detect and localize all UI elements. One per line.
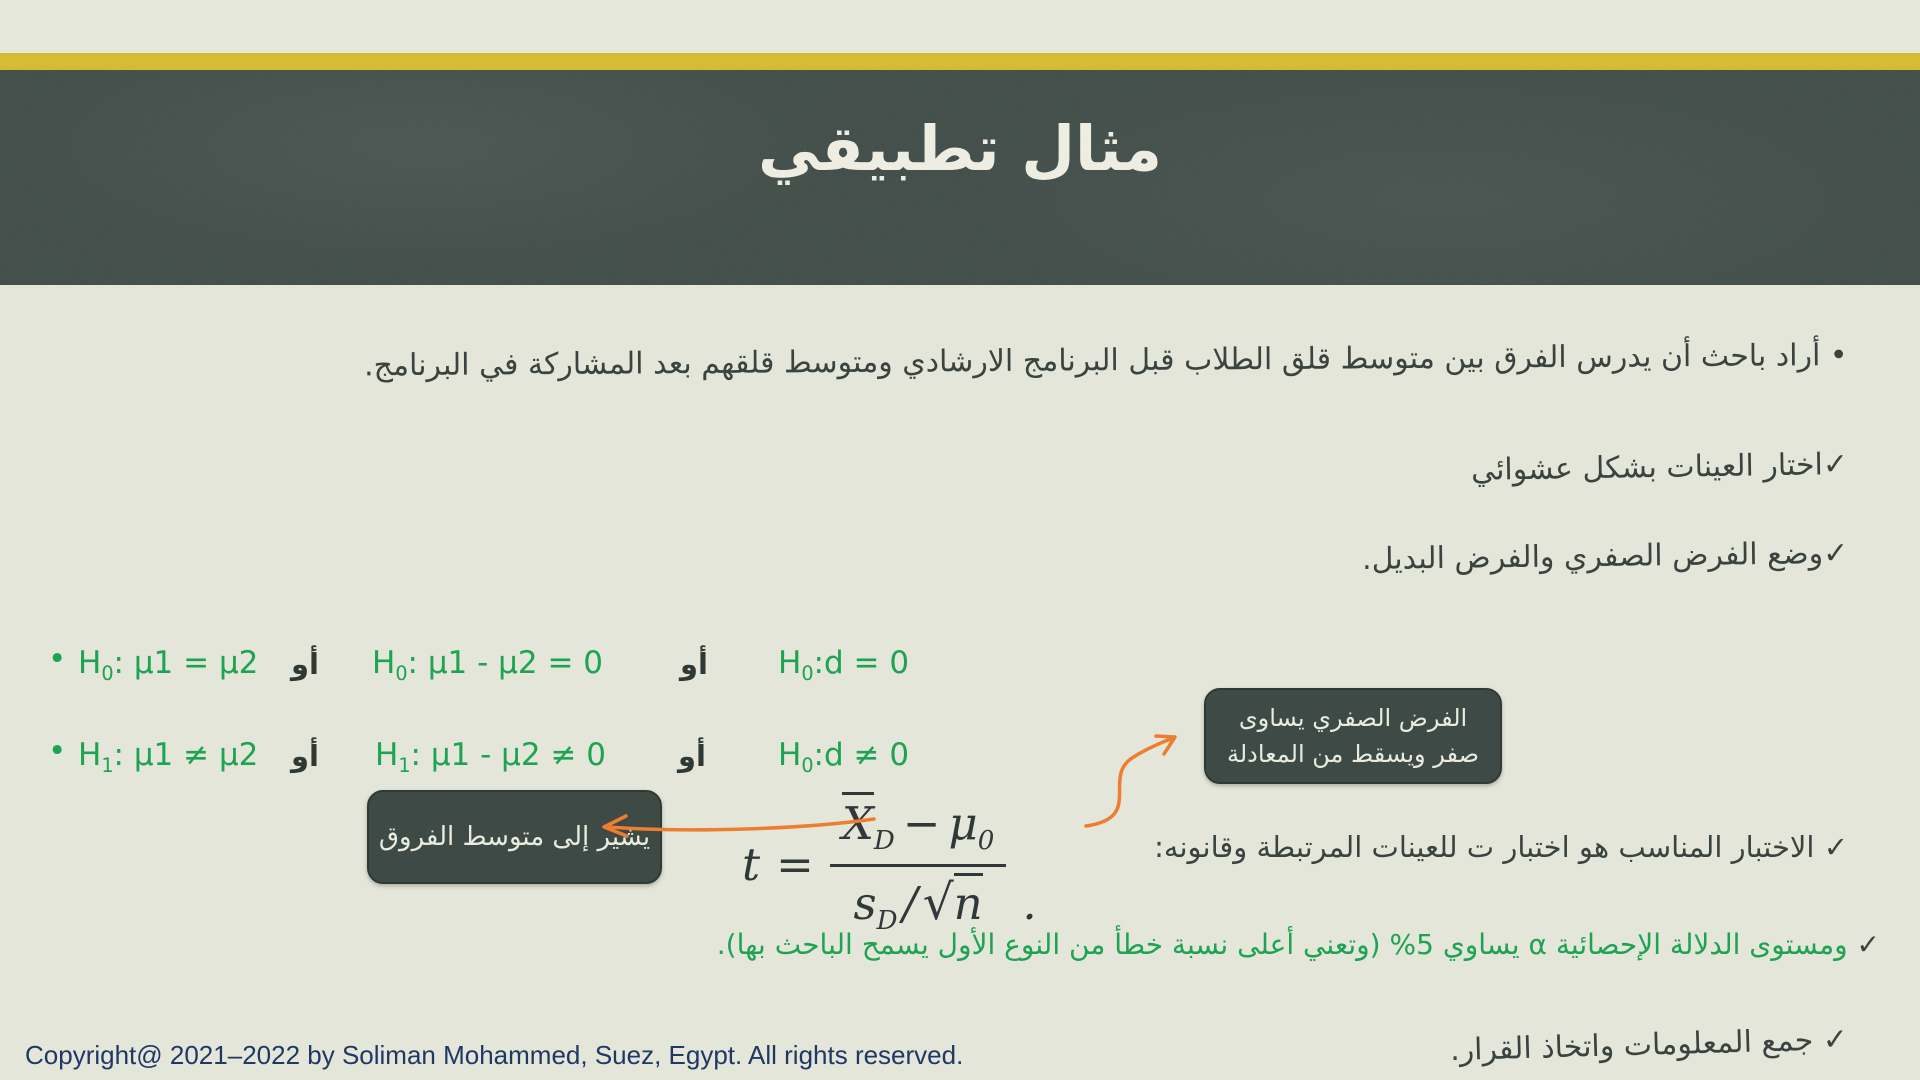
x-subscript: D	[873, 826, 895, 856]
hyp-expression: : μ1 - μ2 ≠ 0	[410, 737, 607, 773]
gold-accent-bar	[0, 53, 1920, 70]
check-random-sampling: ✓اختار العينات بشكل عشوائي	[1470, 447, 1849, 488]
n-symbol: n	[954, 873, 983, 930]
hyp-subscript: 0	[801, 662, 814, 686]
t-test-formula	[742, 792, 1037, 936]
slash: /	[902, 877, 918, 930]
alpha-significance-line	[717, 928, 1880, 961]
hyp-subscript: 0	[101, 662, 114, 686]
bullet-marker: •	[48, 641, 67, 677]
h1-form-difference	[375, 737, 606, 777]
h0-form-d	[778, 645, 909, 685]
hyp-expression: : μ1 ≠ μ2	[113, 737, 259, 773]
check-set-hypotheses: ✓وضع الفرض الصفري والفرض البديل.	[1361, 536, 1849, 577]
hyp-expression: : μ1 = μ2	[113, 645, 259, 681]
minus-sign: −	[902, 797, 941, 850]
callout-mean-difference	[367, 790, 662, 884]
callout-line: صفر ويسقط من المعادلة	[1227, 740, 1479, 768]
formula-period: .	[1022, 877, 1037, 930]
hyp-expression: : μ1 - μ2 = 0	[407, 645, 604, 681]
hyp-subscript: 0	[395, 662, 408, 686]
or-word: أو	[678, 739, 706, 773]
mu-subscript: 0	[977, 826, 995, 856]
hyp-base: H	[778, 737, 802, 773]
check-test-choice: ✓ الاختبار المناسب هو اختبار ت للعينات المرتبطة وقانونه:	[1154, 830, 1848, 864]
radical-sign: √	[922, 875, 954, 931]
h1-form-means	[78, 737, 258, 777]
hyp-subscript: 1	[101, 754, 114, 778]
slide-title: مثال تطبيقي	[758, 112, 1162, 185]
callout-null-hypothesis	[1204, 688, 1502, 784]
x-bar: X	[842, 792, 874, 850]
mu-symbol: μ	[948, 797, 978, 850]
intro-bullet: • أراد باحث أن يدرس الفرق بين متوسط قلق الطلاب قبل البرنامج الارشادي ومتوسط قلقهم بعد المشاركة في البرنامج.	[364, 338, 1849, 384]
top-strip	[0, 0, 1920, 53]
null-hypothesis-row	[0, 641, 980, 697]
curved-arrow-icon	[1080, 724, 1206, 832]
s-symbol: s	[853, 877, 877, 930]
hyp-base: H	[778, 645, 802, 681]
formula-fraction	[830, 792, 1007, 936]
bullet-marker: •	[48, 733, 67, 769]
formula-denominator	[854, 867, 983, 936]
or-word: أو	[291, 739, 319, 773]
alpha-text: ومستوى الدلالة الإحصائية α يساوي 5% (وتعني أعلى نسبة خطأ من النوع الأول يسمح الباحث بها).	[716, 928, 1848, 961]
check-decision: ✓ جمع المعلومات واتخاذ القرار.	[1449, 1022, 1849, 1069]
h1-form-d	[778, 737, 909, 777]
alternative-hypothesis-row	[0, 733, 980, 789]
hyp-expression: :d ≠ 0	[813, 737, 910, 773]
h0-form-difference	[372, 645, 603, 685]
callout-line: الفرض الصفري يساوى	[1238, 704, 1468, 732]
hyp-subscript: 0	[801, 754, 814, 778]
callout-line: يشير إلى متوسط الفروق	[378, 822, 651, 852]
h0-form-means	[78, 645, 258, 685]
hyp-expression: :d = 0	[813, 645, 910, 681]
or-word: أو	[291, 647, 319, 681]
checkmark-icon: ✓	[1847, 928, 1880, 961]
hyp-base: H	[78, 645, 102, 681]
formula-lhs: t	[742, 837, 761, 891]
s-subscript: D	[876, 906, 898, 936]
hyp-base: H	[375, 737, 399, 773]
hyp-base: H	[372, 645, 396, 681]
copyright-text: Copyright@ 2021–2022 by Soliman Mohammed, Suez, Egypt. All rights reserved.	[25, 1040, 964, 1070]
xbar-term	[842, 792, 895, 856]
hyp-base: H	[78, 737, 102, 773]
formula-equals: =	[776, 837, 814, 891]
formula-numerator	[830, 792, 1007, 867]
header-band	[0, 70, 1920, 285]
mu-term	[949, 797, 995, 856]
hyp-subscript: 1	[398, 754, 411, 778]
or-word: أو	[680, 647, 708, 681]
